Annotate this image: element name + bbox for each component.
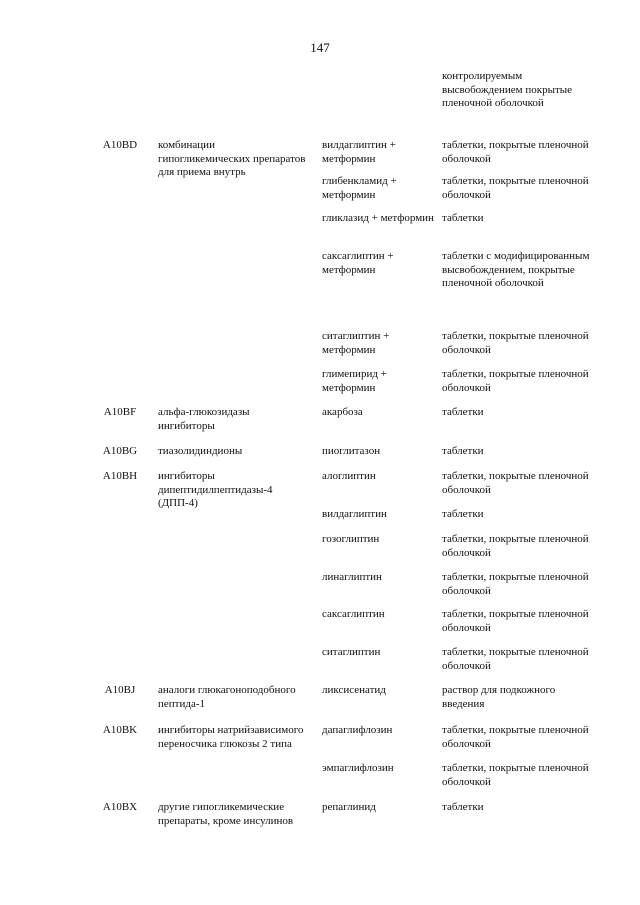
dosage-form: таблетки с модифицированным высвобождением, покрытые пленочной оболочкой — [442, 250, 590, 289]
dosage-form: раствор для подкожного введения — [442, 684, 556, 710]
atc-code: A10BH — [102, 470, 138, 482]
drug-name: гозоглиптин — [322, 533, 380, 545]
pharmacological-group: ингибиторы натрийзависимого переносчика глюкозы 2 типа — [158, 724, 304, 750]
dosage-form: таблетки — [442, 406, 484, 418]
dosage-form: таблетки, покрытые пленочной оболочкой — [442, 470, 589, 496]
dosage-form: таблетки, покрытые пленочной оболочкой — [442, 608, 589, 634]
drug-name: глимепирид + метформин — [322, 368, 387, 394]
pharmacological-group: аналоги глюкагоноподобного пептида-1 — [158, 684, 296, 710]
drug-name: пиоглитазон — [322, 445, 381, 457]
drug-name: линаглиптин — [322, 571, 382, 583]
drug-name: ситаглиптин + метформин — [322, 330, 390, 356]
dosage-form: таблетки, покрытые пленочной оболочкой — [442, 571, 589, 597]
pharmacological-group: другие гипогликемические препараты, кроме инсулинов — [158, 801, 294, 827]
dosage-form: таблетки — [442, 212, 484, 224]
dosage-form: таблетки, покрытые пленочной оболочкой — [442, 724, 589, 750]
drug-name: глибенкламид + метформин — [322, 175, 397, 201]
dosage-form: контролируемым высвобождением покрытые пленочной оболочкой — [442, 70, 573, 109]
dosage-form: таблетки, покрытые пленочной оболочкой — [442, 139, 589, 165]
drug-name: вилдаглиптин — [322, 508, 387, 520]
dosage-form: таблетки — [442, 508, 484, 520]
drug-name: гликлазид + метформин — [322, 212, 434, 224]
drug-name: ликсисенатид — [322, 684, 386, 696]
atc-code: A10BD — [102, 139, 138, 151]
atc-code: A10BF — [103, 406, 137, 418]
pharmacological-group: ингибиторы дипептидилпептидазы-4 (ДПП-4) — [158, 470, 273, 509]
dosage-form: таблетки, покрытые пленочной оболочкой — [442, 175, 589, 201]
dosage-form: таблетки — [442, 445, 484, 457]
pharmacological-group: тиазолидиндионы — [158, 445, 243, 457]
dosage-form: таблетки, покрытые пленочной оболочкой — [442, 533, 589, 559]
atc-code: A10BX — [102, 801, 138, 813]
drug-name: саксаглиптин — [322, 608, 385, 620]
drug-name: вилдаглиптин + метформин — [322, 139, 396, 165]
drug-name: репаглинид — [322, 801, 376, 813]
drug-name: алоглиптин — [322, 470, 376, 482]
dosage-form: таблетки, покрытые пленочной оболочкой — [442, 646, 589, 672]
page-number: 147 — [310, 40, 330, 55]
dosage-form: таблетки — [442, 801, 484, 813]
drug-name: ситаглиптин — [322, 646, 381, 658]
drug-name: дапаглифлозин — [322, 724, 393, 736]
atc-code: A10BK — [102, 724, 138, 736]
pharmacological-group: альфа-глюкозидазы ингибиторы — [158, 406, 250, 432]
drug-name: саксаглиптин + метформин — [322, 250, 394, 276]
dosage-form: таблетки, покрытые пленочной оболочкой — [442, 330, 589, 356]
atc-code: A10BJ — [104, 684, 136, 696]
drug-name: акарбоза — [322, 406, 363, 418]
atc-code: A10BG — [102, 445, 138, 457]
pharmacological-group: комбинации гипогликемических препаратов для приема внутрь — [158, 139, 306, 178]
dosage-form: таблетки, покрытые пленочной оболочкой — [442, 762, 589, 788]
drug-name: эмпаглифлозин — [322, 762, 394, 774]
dosage-form: таблетки, покрытые пленочной оболочкой — [442, 368, 589, 394]
